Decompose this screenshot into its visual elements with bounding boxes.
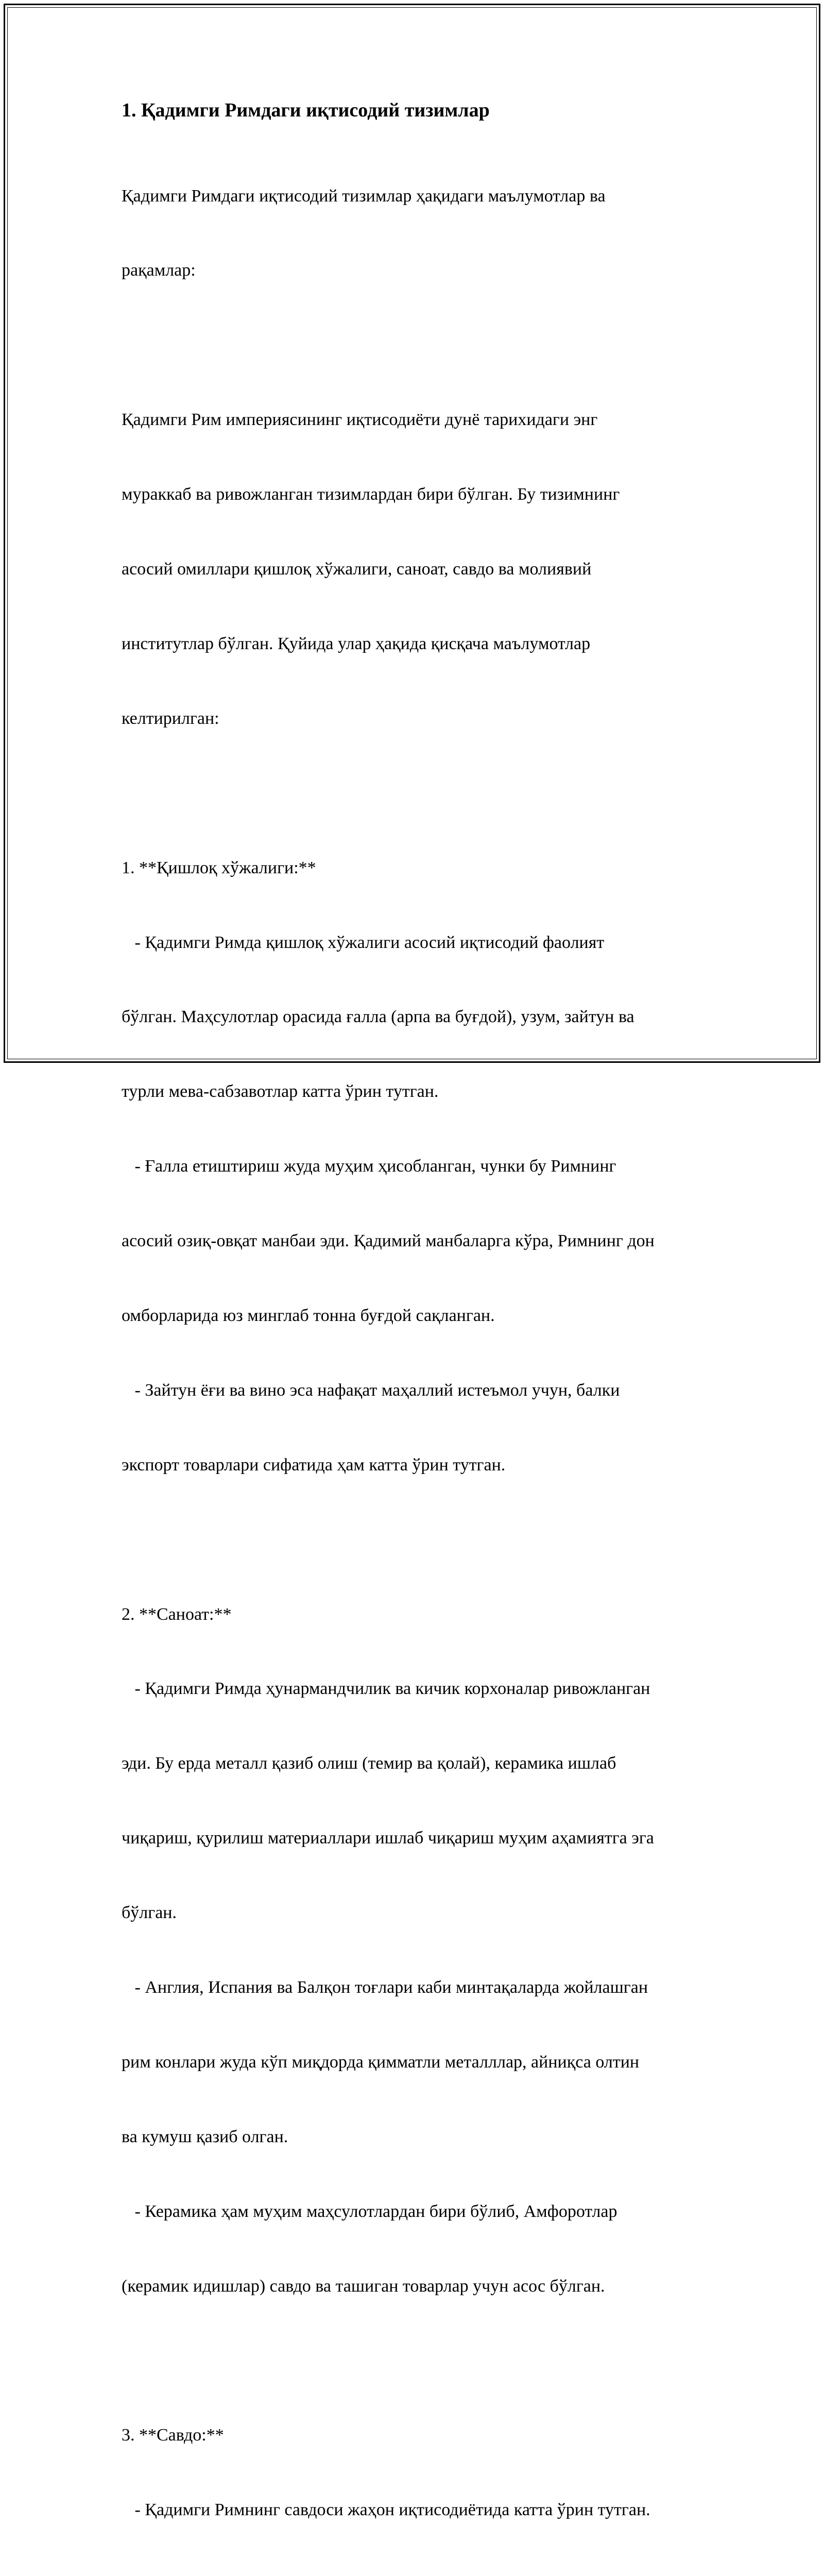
document-body bbox=[122, 134, 709, 2576]
text-line: - Керамика ҳам муҳим маҳсулотлардан бири бўлиб, Амфоротлар bbox=[122, 2201, 617, 2221]
text-line: асосий омиллари қишлоқ хўжалиги, саноат, савдо ва молиявий bbox=[122, 560, 592, 579]
document-content bbox=[122, 98, 709, 2576]
text-line: бўлган. Маҳсулотлар орасида ғалла (арпа ва буғдой), узум, зайтун ва bbox=[122, 1007, 634, 1027]
text-line: омборларида юз минглаб тонна буғдой сақланган. bbox=[122, 1306, 495, 1325]
text-line: - Қадимги Римда ҳунармандчилик ва кичик корхоналар ривожланган bbox=[122, 1679, 650, 1699]
text-line: бўлган. bbox=[122, 1903, 177, 1923]
text-line: рим конлари жуда кўп миқдорда қимматли металллар, айниқса олтин bbox=[122, 2052, 640, 2072]
text-line: - Ғалла етиштириш жуда муҳим ҳисобланган, чунки бу Римнинг bbox=[122, 1157, 616, 1176]
text-line: - Қадимги Римнинг савдоси жаҳон иқтисодиётида катта ўрин тутган. bbox=[122, 2500, 650, 2520]
text-line: Қадимги Рим империясининг иқтисодиёти дунё тарихидаги энг bbox=[122, 410, 598, 430]
section-heading: 3. **Савдо:** bbox=[122, 2426, 224, 2445]
text-line: ва кумуш қазиб олган. bbox=[122, 2127, 288, 2146]
section-heading: 1. **Қишлоқ хўжалиги:** bbox=[122, 858, 316, 877]
text-line: асосий озиқ-овқат манбаи эди. Қадимий манбаларга кўра, Римнинг дон bbox=[122, 1231, 655, 1251]
text-line: келтирилган: bbox=[122, 708, 219, 728]
text-line: рақамлар: bbox=[122, 261, 196, 280]
document-title: 1. Қадимги Римдаги иқтисодий тизимлар bbox=[122, 99, 490, 121]
text-line: мураккаб ва ривожланган тизимлардан бири бўлган. Бу тизимнинг bbox=[122, 485, 620, 504]
text-line: турли мева-сабзавотлар катта ўрин тутган. bbox=[122, 1082, 439, 1101]
text-line: институтлар бўлган. Қуйида улар ҳақида қисқача маълумотлар bbox=[122, 634, 591, 653]
text-line: чиқариш, қурилиш материаллари ишлаб чиқариш муҳим аҳамиятга эга bbox=[122, 1828, 654, 1848]
text-line bbox=[122, 2348, 709, 2373]
section-heading: 2. **Саноат:** bbox=[122, 1604, 232, 1624]
text-line bbox=[122, 2572, 709, 2576]
text-line bbox=[122, 333, 709, 358]
text-line: эди. Бу ерда металл қазиб олиш (темир ва қолай), керамика ишлаб bbox=[122, 1754, 616, 1773]
text-line: - Англия, Испания ва Балқон тоғлари каби минтақаларда жойлашган bbox=[122, 1977, 648, 1997]
text-line: - Қадимги Римда қишлоқ хўжалиги асосий иқтисодий фаолият bbox=[122, 933, 605, 952]
text-line: - Зайтун ёғи ва вино эса нафақат маҳаллий истеъмол учун, балки bbox=[122, 1380, 620, 1400]
text-line: экспорт товарлари сифатида ҳам катта ўрин тутган. bbox=[122, 1455, 506, 1475]
text-line bbox=[122, 781, 709, 806]
text-line bbox=[122, 1528, 709, 1552]
text-line: Қадимги Римдаги иқтисодий тизимлар ҳақидаги маълумотлар ва bbox=[122, 186, 606, 206]
text-line: (керамик идишлар) савдо ва ташиган товарлар учун асос бўлган. bbox=[122, 2276, 605, 2296]
